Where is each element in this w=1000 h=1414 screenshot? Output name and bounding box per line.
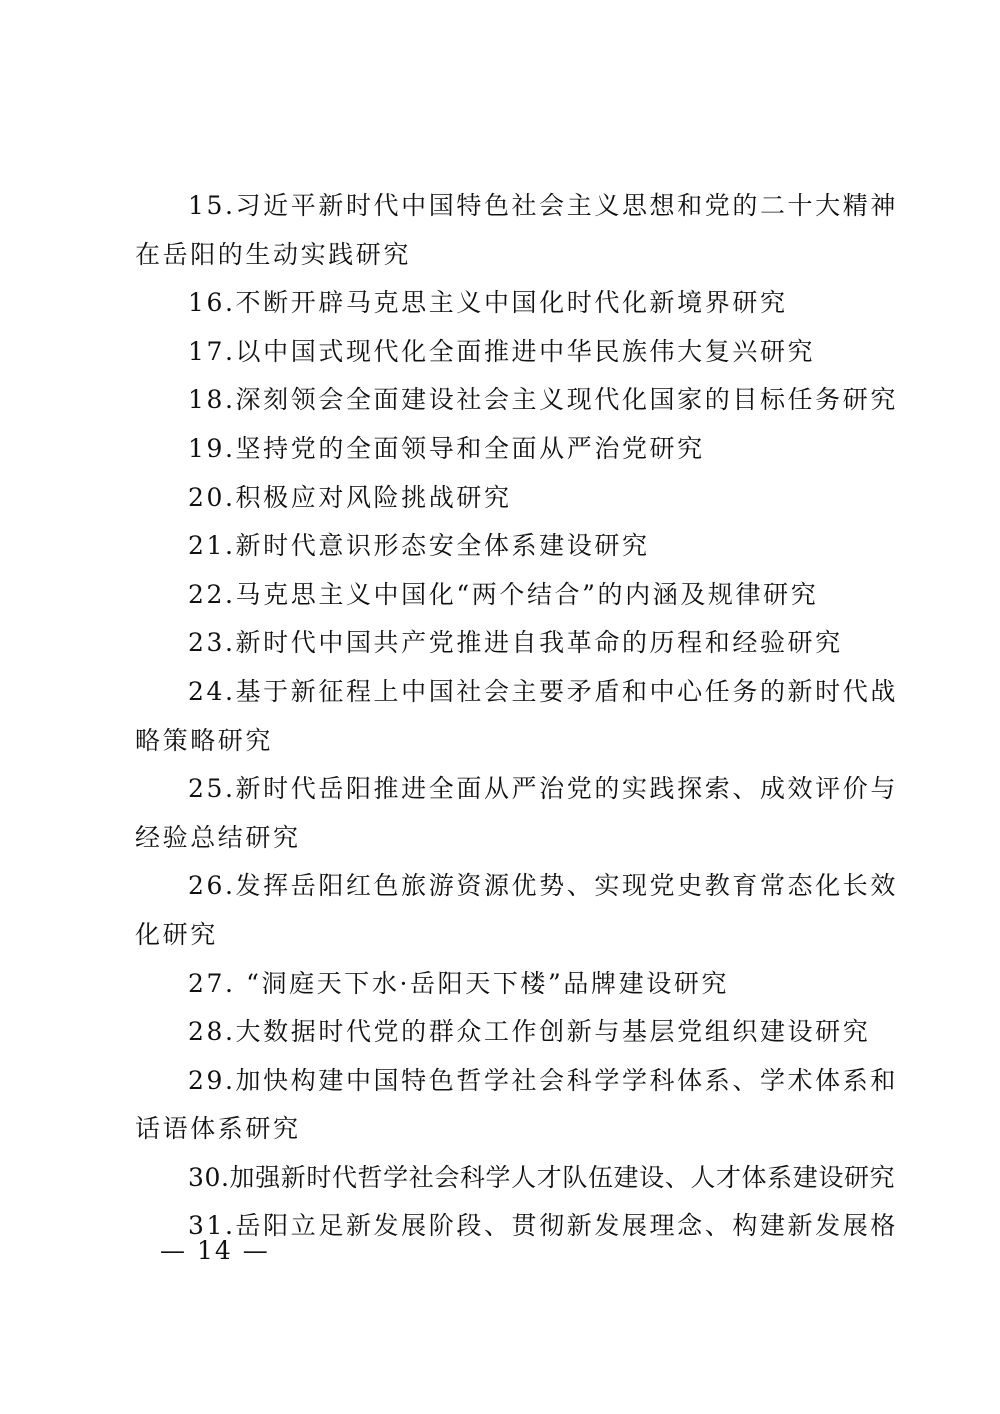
item-line: 15.习近平新时代中国特色社会主义思想和党的二十大精神 [188,191,898,220]
item-line: 16.不断开辟马克思主义中国化时代化新境界研究 [188,288,788,318]
list-item [135,619,880,668]
research-topic-list [135,182,898,1251]
list-item [135,425,880,474]
list-item [135,1057,898,1154]
item-line: 28.大数据时代党的群众工作创新与基层党组织建设研究 [188,1017,871,1047]
list-item [135,1154,896,1203]
list-item [135,328,880,377]
item-line: 29.加快构建中国特色哲学社会科学学科体系、学术体系和 [188,1065,898,1095]
list-item [135,376,898,425]
item-line: 25.新时代岳阳推进全面从严治党的实践探索、成效评价与 [188,774,898,804]
item-line: 略策略研究 [135,725,274,755]
item-line: 19.坚持党的全面领导和全面从严治党研究 [188,433,705,463]
item-line: 化研究 [135,919,218,949]
list-item [135,182,898,279]
list-item [135,960,880,1009]
page-number: — 14 — [160,1236,270,1265]
item-line: 30.加强新时代哲学社会科学人才队伍建设、人才体系建设研究 [188,1162,896,1192]
item-line: 24.基于新征程上中国社会主要矛盾和中心任务的新时代战 [188,676,898,706]
item-line: 20.积极应对风险挑战研究 [188,482,512,512]
item-line: 经验总结研究 [135,822,301,852]
item-line: 17.以中国式现代化全面推进中华民族伟大复兴研究 [188,336,816,366]
item-line: 在岳阳的生动实践研究 [135,239,412,269]
list-item [135,279,880,328]
list-item [135,668,898,765]
list-item [135,571,880,620]
item-line: 26.发挥岳阳红色旅游资源优势、实现党史教育常态化长效 [188,871,898,901]
item-line: 22.马克思主义中国化“两个结合”的内涵及规律研究 [188,579,819,609]
item-line: 21.新时代意识形态安全体系建设研究 [188,531,650,561]
item-line: 27. “洞庭天下水·岳阳天下楼”品牌建设研究 [188,968,730,998]
list-item [135,522,880,571]
item-line: 18.深刻领会全面建设社会主义现代化国家的目标任务研究 [188,385,898,415]
list-item [135,862,898,959]
item-line: 话语体系研究 [135,1114,301,1144]
list-item [135,1008,880,1057]
list-item [135,765,898,862]
item-line: 31.岳阳立足新发展阶段、贯彻新发展理念、构建新发展格 [188,1211,898,1241]
item-line: 23.新时代中国共产党推进自我革命的历程和经验研究 [188,628,843,658]
list-item [135,474,880,523]
